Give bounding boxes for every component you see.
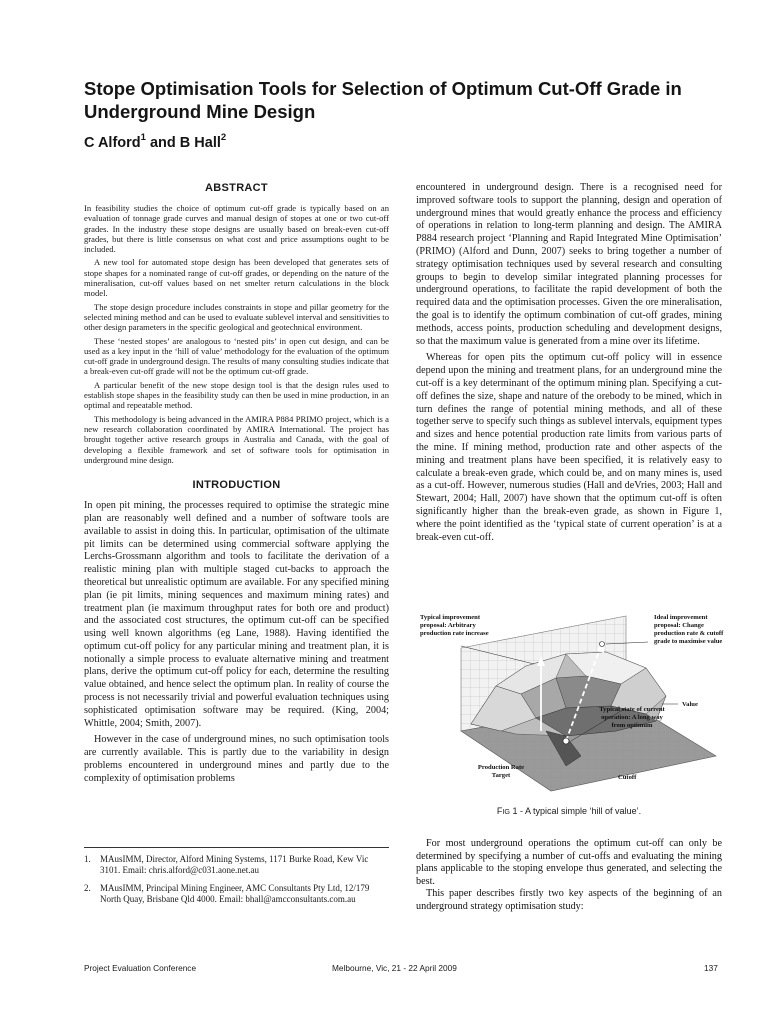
label-value-axis: Value [682, 701, 698, 708]
abstract-paragraph: These ‘nested stopes’ are analogous to ‘nested pits’ in open cut design, and can be used as a key input in the ‘hill of value’ methodology for the evaluation of the optimum cut-off grade in underground design. The results of many consulting studies indicate that a break-even cut-off grade will not be the optimum cut-off grade. [84, 335, 389, 377]
footer-location: Melbourne, Vic, 21 - 22 April 2009 [332, 963, 457, 973]
label-cutoff-axis: Cutoff [618, 774, 637, 781]
figure-hill-of-value [416, 606, 722, 806]
body-paragraph: For most underground operations the optimum cut-off can only be determined by specifying a number of cut-offs and evaluating the mining plans applicable to the stoping envelope thus generated, and selecting the best. [416, 838, 722, 887]
page-number: 137 [704, 963, 718, 973]
right-column-continued [416, 838, 722, 913]
footnotes [84, 847, 389, 912]
author-2-affiliation-mark: 2 [220, 132, 227, 143]
right-column [416, 182, 722, 548]
footnote-number: 1. [84, 854, 91, 864]
abstract-heading: ABSTRACT [205, 182, 268, 194]
introduction-paragraph: However in the case of underground mines, no such optimisation tools are currently available. This is partly due to the variability in design problems encountered in underground mines and partly due to the complexity of optimisation problems [84, 734, 389, 784]
introduction-heading: INTRODUCTION [192, 479, 281, 492]
footnote-2 [84, 883, 389, 905]
author-1-affiliation-mark: 1 [140, 132, 146, 143]
author-2: B Hall [179, 134, 221, 151]
footnote-rule [84, 847, 389, 848]
body-paragraph: This paper describes firstly two key aspects of the beginning of an underground strategy optimisation study: [416, 888, 722, 912]
author-conjunction: and [149, 134, 176, 151]
introduction-paragraph: In open pit mining, the processes required to optimise the strategic mine plan are reasonably well defined and a number of software tools are available to assist in doing this. In particular, optimisation of the ultimate pit limits can be determined using commercial software applying the Lerchs-Grossmann algorithm and tools to facilitate the derivation of a realistic mining plan with multiple staged cut-backs to approach the theoretical but unrealistic optimum are available. For any specified mining plan (ie pit limits, mining sequences and maximum mining rates) and treatment plan (ie maximum throughput rates for both ore and product) and the associated cost structures, the optimum cut-off can be specified using well known algorithms (eg Lane, 1988). Having identified the optimum cut-off policy for any particular mining and treatment plan, it is notionally a simple process to evaluate alternative mining and treatment plans, derive the optimum cut-off policy for each, determine the resulting value obtained, and hence select the optimum plan. In reality of course the process is not necessarily trivial and powerful evaluation techniques using sophisticated optimisation software may be required. (King, 2004; Whittle, 2004; Smith, 2007). [84, 500, 389, 729]
label-ideal-improvement: Ideal improvement proposal: Change production rate & cutoff grade to maximise value [654, 614, 724, 645]
caption-prefix: F [496, 806, 503, 816]
abstract-section [84, 182, 389, 465]
abstract-paragraph: In feasibility studies the choice of optimum cut-off grade is typically based on an evaluation of tonnage grade curves and manual design of stopes at one or two cut-off grades. In the industry these stope designs are usually based on break-even cut-off grades, but there is little consensus on what cost and price assumptions ought to be included. [84, 203, 389, 255]
author-line [84, 133, 226, 151]
caption-text: 1 - A typical simple ‘hill of value’. [510, 806, 642, 816]
author-1: C Alford [84, 134, 141, 151]
label-typical-state: Typical state of current operation: A long way from optimum [599, 706, 665, 729]
footer-conference: Project Evaluation Conference [84, 963, 197, 973]
introduction-section [84, 479, 389, 786]
abstract-paragraph: A new tool for automated stope design has been developed that generates sets of stope shapes for a nominated range of cut-off grades, or depending on the nature of the mineralisation, cut-off values based on net smelter return calculations in the block model. [84, 257, 389, 299]
left-column [84, 182, 389, 790]
body-paragraph: encountered in underground design. There is a recognised need for improved software tools to support the planning, design and operation of underground mines that would greatly enhance the process and efficiency of operations in relation to long-term planning and design. The AMIRA P884 research project ‘Planning and Rapid Integrated Mine Optimisation’ (PRIMO) (Alford and Dunn, 2007) seeks to bring together a number of strategy optimisation techniques used by several research and consulting groups to begin to develop similar integrated planning processes for underground operations, to facilitate the rapid development of both the required data and the optimisation processes. Given the ore mineralisation, the goal is to identify the optimum combination of cut-off grades, mining methods, access points, production scheduling and development designs, so that the maximum value is generated from a mine over its lifetime. [416, 182, 722, 347]
figure-caption [416, 806, 722, 816]
footnote-text: MAusIMM, Director, Alford Mining Systems, 1171 Burke Road, Kew Vic 3101. Email: chris.alford@c031.aone.net.au [100, 854, 369, 875]
label-typical-improvement: Typical improvement proposal: Arbitrary production rate increase [420, 614, 489, 637]
body-paragraph: Whereas for open pits the optimum cut-off policy will in essence depend upon the mining and treatment plans, for an underground mine the cut-off is a key determinant of the optimum mining plan. Specifying a cut-off defines the size, shape and nature of the orebody to be mined, which in turn defines the range of potential mining methods, and all of these together serve to specify such things as sublevel intervals, equipment types and sizes and hence potential production rate limits from various parts of the mine. If mining method, production rate and other aspects of the mining and treatment plans have been specified, it is relatively easy to calculate a break-even grade, which could be, and on many mines is, used as a cut-off. However, numerous studies (Hall and deVries, 2003; Hall and Stewart, 2004; Hall, 2007) have shown that the optimum cut-off is often significantly higher than the break-even grade, as shown in Figure 1, where the point identified as the ‘typical state of current operation’ is at a break-even cut-off. [416, 352, 722, 543]
current-state-marker [563, 738, 569, 744]
footnote-1 [84, 854, 389, 876]
optimum-marker [600, 642, 605, 647]
abstract-paragraph: This methodology is being advanced in the AMIRA P884 PRIMO project, which is a new research collaboration coordinated by AMIRA International. The project has brought together active research groups in Australia and Canada, with the goal of developing a flexible framework and set of software tools for optimisation in underground mine design. [84, 413, 389, 465]
abstract-paragraph: The stope design procedure includes constraints in stope and pillar geometry for the selected mining method and can be used to evaluate sublevel interval and sensitivities to other design parameters in the specific geological and geotechnical environment. [84, 301, 389, 333]
abstract-paragraph: A particular benefit of the new stope design tool is that the design rules used to establish stope shapes in the feasibility study can then be used in mine production, in an optimal and repeatable method. [84, 379, 389, 411]
footnote-number: 2. [84, 883, 91, 893]
caption-smallcaps: IG [502, 807, 511, 816]
footnote-text: MAusIMM, Principal Mining Engineer, AMC Consultants Pty Ltd, 12/179 North Quay, Brisbane Qld 4000. Email: bhall@amcconsultants.com.au [100, 883, 370, 904]
paper-title: Stope Optimisation Tools for Selection of Optimum Cut-Off Grade in Underground Mine Design [84, 78, 682, 122]
label-production-rate-axis: Production Rate Target [477, 764, 525, 779]
